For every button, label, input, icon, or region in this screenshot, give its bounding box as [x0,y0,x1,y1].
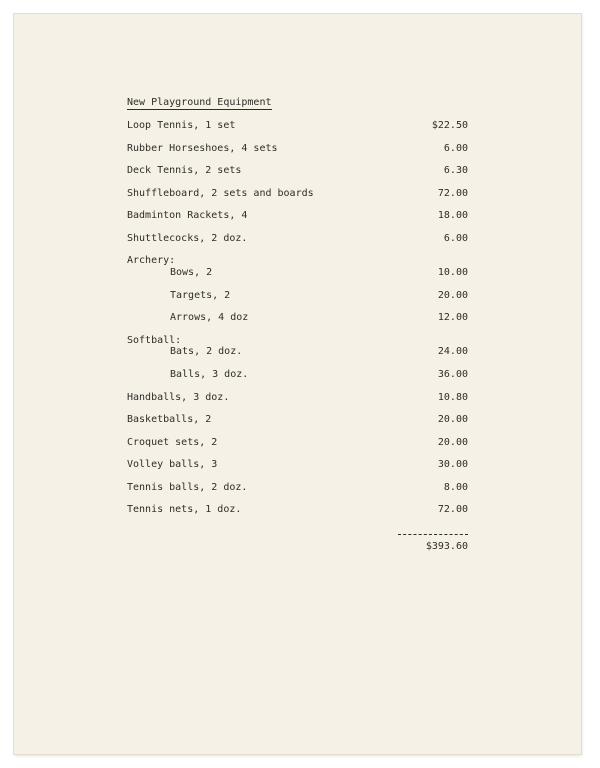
item-amount: 20.00 [437,290,468,301]
item-label: Bows, 2 [170,267,213,278]
item-label: Shuttlecocks, 2 doz. [127,233,248,244]
item-amount: 20.00 [437,414,468,425]
item-amount: 20.00 [437,437,468,448]
item-amount: 6.00 [443,143,468,154]
item-amount: 72.00 [437,188,468,199]
item-label: Rubber Horseshoes, 4 sets [127,143,278,154]
item-amount: 10.80 [437,392,468,403]
item-amount: 6.30 [443,165,468,176]
item-amount: 24.00 [437,346,468,357]
item-label: Loop Tennis, 1 set [127,120,236,131]
item-label: Balls, 3 doz. [170,369,249,380]
item-label: Deck Tennis, 2 sets [127,165,242,176]
item-amount: 12.00 [437,312,468,323]
total-rule [398,534,468,535]
total-amount: $393.60 [425,541,468,552]
item-label: Tennis balls, 2 doz. [127,482,248,493]
item-amount: 72.00 [437,504,468,515]
section-label: Softball: [127,335,182,346]
item-label: Volley balls, 3 [127,459,218,470]
item-label: Targets, 2 [170,290,231,301]
item-label: Handballs, 3 doz. [127,392,230,403]
section-label: Archery: [127,255,176,266]
item-label: Arrows, 4 doz [170,312,249,323]
item-amount: 8.00 [443,482,468,493]
item-label: Badminton Rackets, 4 [127,210,248,221]
document-title: New Playground Equipment [127,97,272,108]
item-amount: 36.00 [437,369,468,380]
item-amount: 10.00 [437,267,468,278]
item-label: Basketballs, 2 [127,414,212,425]
item-label: Shuffleboard, 2 sets and boards [127,188,314,199]
item-label: Bats, 2 doz. [170,346,243,357]
item-label: Tennis nets, 1 doz. [127,504,242,515]
item-amount: 30.00 [437,459,468,470]
item-amount: $22.50 [431,120,468,131]
paper-sheet [14,14,581,754]
item-amount: 18.00 [437,210,468,221]
item-label: Croquet sets, 2 [127,437,218,448]
item-amount: 6.00 [443,233,468,244]
